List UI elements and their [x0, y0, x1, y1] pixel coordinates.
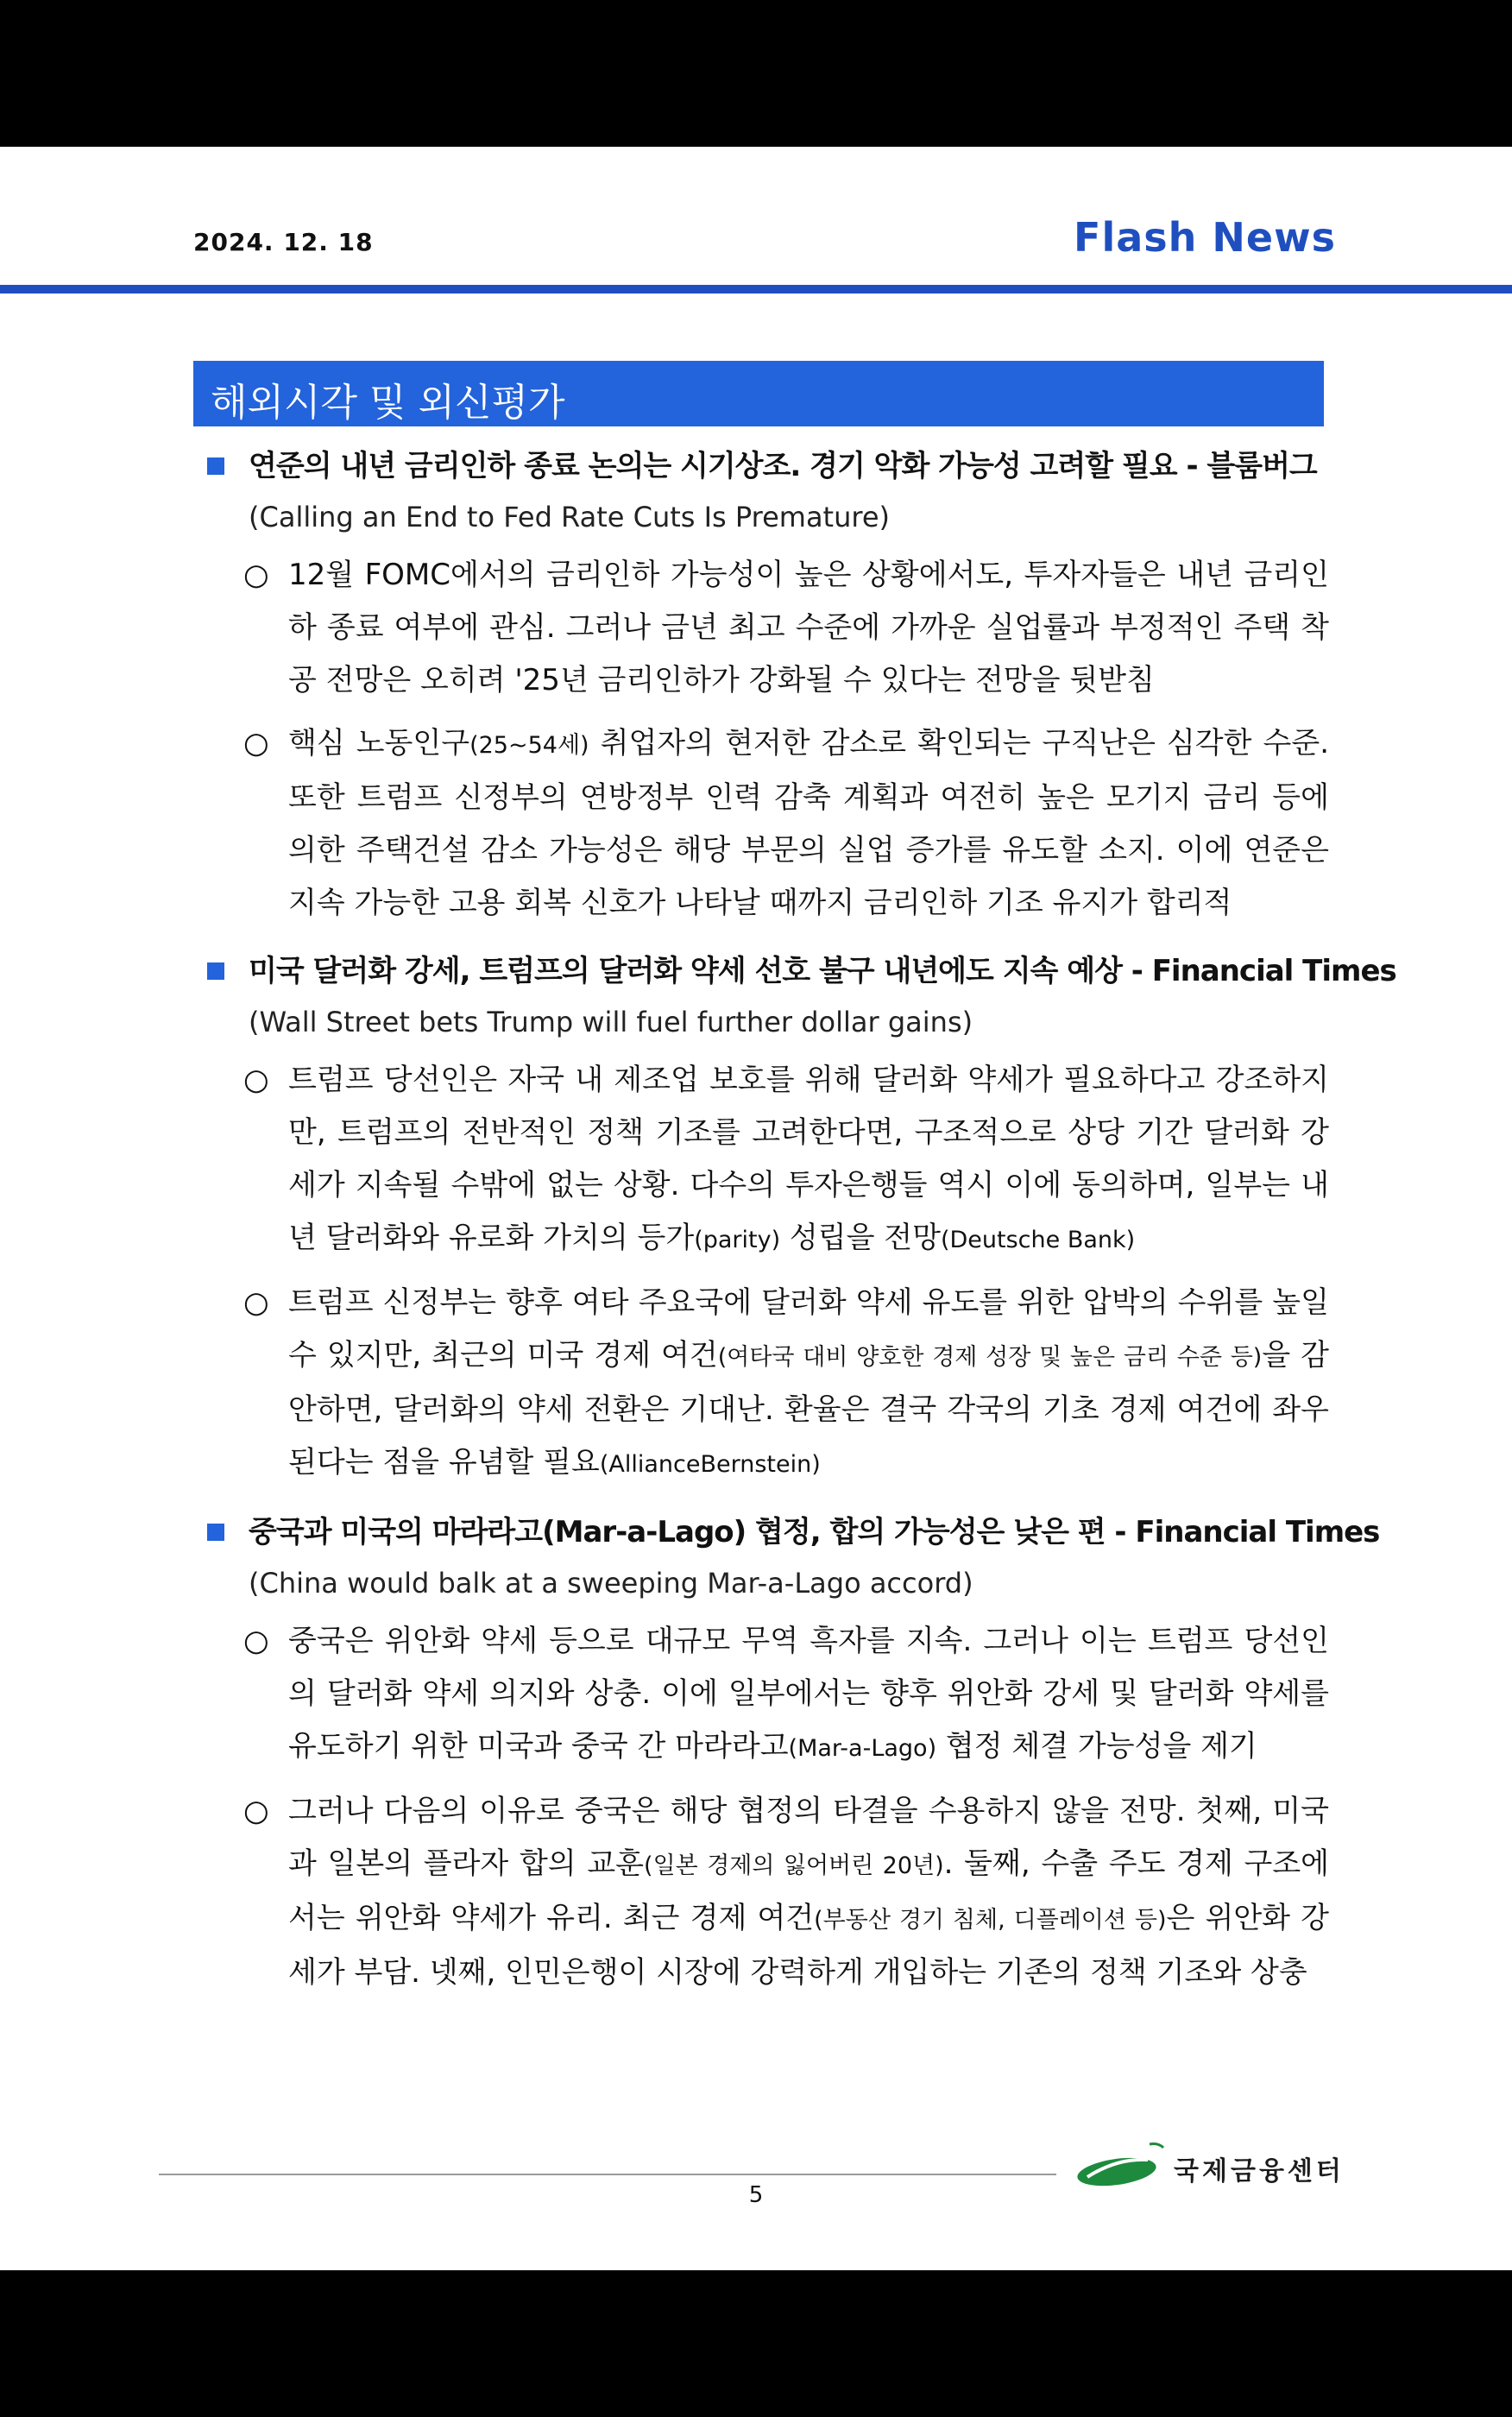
- bullet-text: 트럼프 당선인은 자국 내 제조업 보호를 위해 달러화 약세가 필요하다고 강조하지만, 트럼프의 전반적인 정책 기조를 고려한다면, 구조적으로 상당 기간 달러화 강세가 지속될 수밖에 없는 상황. 다수의 투자은행들 역시 이에 동의하며, 일부는 내년 달러화와 유로화 가치의 등가: [288, 1063, 1329, 1255]
- bullet-note: (25~54세): [469, 732, 589, 759]
- article-headline: [193, 945, 1396, 997]
- bullet-note: (parity): [694, 1227, 781, 1253]
- kcif-logo-text: 국제금융센터: [1174, 2156, 1345, 2187]
- footer-divider: [159, 2174, 1056, 2175]
- article-headline-text: 중국과 미국의 마라라고(Mar-a-Lago) 협정, 합의 가능성은 낮은 편 - Financial Times: [249, 1515, 1380, 1549]
- bullet-text: 12월 FOMC에서의 금리인하 가능성이 높은 상황에서도, 투자자들은 내년 금리인하 종료 여부에 관심. 그러나 금년 최고 수준에 가까운 실업률과 부정적인 주택 착공 전망은 오히려 '25년 금리인하가 강화될 수 있다는 전망을 뒷받침: [288, 558, 1329, 697]
- bullet-paragraph: [193, 1785, 1329, 1999]
- bullet-note: (여타국 대비 양호한 경제 성장 및 높은 금리 수준 등): [717, 1344, 1263, 1371]
- report-title: Flash News: [1074, 214, 1336, 261]
- article-subtitle: (Wall Street bets Trump will fuel further dollar gains): [249, 1006, 973, 1038]
- square-bullet-icon: [207, 962, 224, 980]
- bullet-paragraph: [193, 1615, 1329, 1775]
- bullet-text: 핵심 노동인구: [288, 726, 470, 760]
- article: [193, 440, 1329, 930]
- header-divider: [0, 285, 1512, 293]
- bullet-text: 트럼프 신정부는 향후 여타 주요국에 달러화 약세 유도를 위한 압박의 수위를 높일 수 있지만, 최근의 미국 경제 여건: [288, 1285, 1329, 1373]
- bullet-note: (AllianceBernstein): [599, 1451, 821, 1478]
- page-number: 5: [748, 2182, 764, 2208]
- article-subtitle: (Calling an End to Fed Rate Cuts Is Premature): [249, 501, 890, 533]
- circle-bullet-icon: ○: [243, 726, 269, 760]
- circle-bullet-icon: ○: [243, 1794, 269, 1828]
- bullet-text: 성립을 전망: [780, 1221, 941, 1255]
- bullet-text: 중국은 위안화 약세 등으로 대규모 무역 흑자를 지속. 그러나 이는 트럼프 당선인의 달러화 약세 의지와 상충. 이에 일부에서는 향후 위안화 강세 및 달러화 약세를 유도하기 위한 미국과 중국 간 마라라고: [288, 1624, 1329, 1764]
- bullet-text: 협정 체결 가능성을 제기: [936, 1729, 1257, 1764]
- bullet-text: 취업자의 현저한 감소로 확인되는 구직난은 심각한 수준. 또한 트럼프 신정부의 연방정부 인력 감축 계획과 여전히 높은 모기지 금리 등에 의한 주택건설 감소 가능성은 해당 부문의 실업 증가를 유도할 소지. 이에 연준은 지속 가능한 고용 회복 신호가 나타날 때까지 금리인하 기조 유지가 합리적: [288, 726, 1329, 920]
- bullet-paragraph: [193, 1054, 1329, 1266]
- circle-bullet-icon: ○: [243, 1624, 269, 1658]
- bullet-paragraph: [193, 717, 1329, 930]
- bullet-paragraph: [193, 549, 1329, 707]
- square-bullet-icon: [207, 458, 224, 475]
- article: [193, 945, 1396, 1491]
- bullet-note: (Mar-a-Lago): [788, 1735, 937, 1762]
- section-title: 해외시각 및 외신평가: [211, 381, 565, 425]
- bullet-text: 을 감안하면, 달러화의 약세 전환은 기대난. 환율은 결국 각국의 기초 경제 여건에 좌우된다는 점을 유념할 필요: [288, 1338, 1330, 1480]
- bullet-note: (부동산 경기 침체, 디플레이션 등): [814, 1907, 1167, 1934]
- article-subtitle: (China would balk at a sweeping Mar-a-Lago accord): [249, 1567, 973, 1600]
- bullet-paragraph: [193, 1277, 1329, 1491]
- circle-bullet-icon: ○: [243, 1285, 269, 1320]
- circle-bullet-icon: ○: [243, 1063, 269, 1097]
- document-page: [0, 147, 1512, 2270]
- bullet-text: . 둘째, 수출 주도 경제 구조에서는 위안화 약세가 유리. 최근 경제 여건: [288, 1846, 1330, 1935]
- bullet-note: (일본 경제의 잃어버린 20년): [644, 1852, 944, 1879]
- article-headline-text: 미국 달러화 강세, 트럼프의 달러화 약세 선호 불구 내년에도 지속 예상 - Financial Times: [249, 954, 1396, 988]
- article: [193, 1506, 1380, 1999]
- report-date: 2024. 12. 18: [193, 228, 374, 256]
- article-headline-text: 연준의 내년 금리인하 종료 논의는 시기상조. 경기 악화 가능성 고려할 필요 - 블룸버그: [249, 449, 1317, 483]
- square-bullet-icon: [207, 1524, 224, 1541]
- circle-bullet-icon: ○: [243, 558, 269, 592]
- section-banner: [193, 361, 1324, 426]
- bullet-text: 그러나 다음의 이유로 중국은 해당 협정의 타결을 수용하지 않을 전망. 첫째, 미국과 일본의 플라자 합의 교훈: [288, 1794, 1329, 1881]
- bullet-text: 은 위안화 강세가 부담. 넷째, 인민은행이 시장에 강력하게 개입하는 기존의 정책 기조와 상충: [288, 1901, 1330, 1990]
- bullet-note: (Deutsche Bank): [940, 1227, 1136, 1253]
- article-list: [193, 440, 1396, 2015]
- article-headline: [193, 1506, 1380, 1558]
- article-headline: [193, 440, 1329, 492]
